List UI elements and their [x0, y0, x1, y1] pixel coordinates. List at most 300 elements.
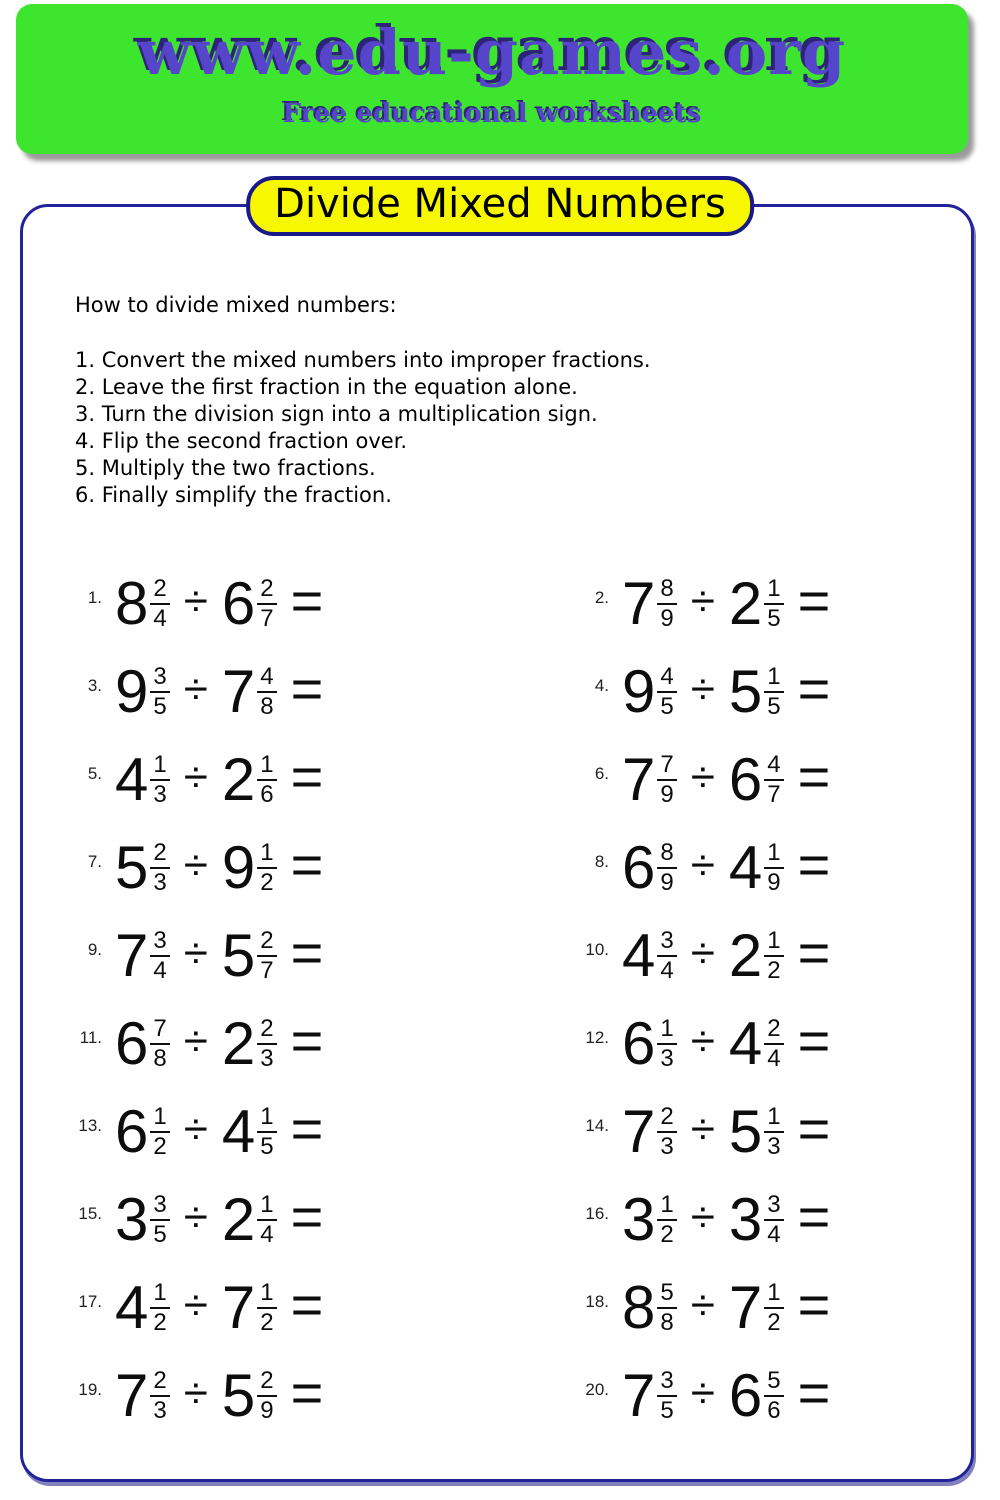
first-fraction-numerator: 2 — [150, 841, 169, 869]
first-fraction-numerator: 1 — [150, 1281, 169, 1309]
problem-number: 16. — [585, 1204, 609, 1223]
division-sign: ÷ — [690, 841, 715, 890]
first-whole-number: 7 — [622, 1098, 656, 1165]
problem-expression — [115, 657, 324, 725]
second-whole-number: 7 — [221, 658, 256, 725]
first-whole-number: 8 — [622, 1274, 656, 1341]
problem-row — [68, 1000, 508, 1088]
first-fraction-denominator: 4 — [153, 957, 167, 984]
division-sign: ÷ — [183, 1193, 208, 1242]
first-fraction-numerator: 3 — [150, 665, 169, 693]
second-whole-number: 3 — [728, 1186, 763, 1253]
first-whole-number: 4 — [622, 922, 656, 989]
second-fraction-numerator: 4 — [257, 665, 276, 693]
second-mixed-number — [728, 1274, 784, 1341]
second-whole-number: 7 — [221, 1274, 256, 1341]
equals-sign: = — [290, 1361, 324, 1424]
equals-sign: = — [797, 1185, 831, 1248]
problem-expression — [115, 1185, 324, 1253]
first-fraction-numerator: 7 — [657, 753, 676, 781]
problem-row — [575, 824, 1000, 912]
first-mixed-number — [115, 1362, 170, 1429]
second-whole-number: 6 — [728, 1362, 763, 1429]
first-fraction-denominator: 4 — [660, 957, 674, 984]
second-whole-number: 9 — [221, 834, 256, 901]
second-whole-number: 7 — [728, 1274, 763, 1341]
problem-row — [575, 1176, 1000, 1264]
second-fraction — [764, 577, 783, 631]
problem-row — [68, 1352, 508, 1440]
first-fraction-denominator: 2 — [660, 1221, 674, 1248]
second-whole-number: 2 — [728, 922, 763, 989]
problem-expression — [115, 1361, 324, 1429]
second-mixed-number — [728, 834, 784, 901]
first-mixed-number — [622, 834, 677, 901]
equals-sign: = — [290, 833, 324, 896]
second-fraction — [257, 929, 276, 983]
second-fraction-numerator: 4 — [764, 753, 783, 781]
division-sign: ÷ — [183, 577, 208, 626]
first-whole-number: 4 — [115, 746, 149, 813]
equals-sign: = — [797, 1097, 831, 1160]
first-fraction-denominator: 2 — [153, 1309, 167, 1336]
second-whole-number: 2 — [221, 1186, 256, 1253]
problems-column-right — [575, 560, 1000, 1440]
problem-number: 8. — [594, 852, 609, 871]
problems-column-left — [68, 560, 508, 1440]
first-fraction-numerator: 3 — [150, 1193, 169, 1221]
second-mixed-number — [221, 1098, 277, 1165]
first-fraction-numerator: 2 — [150, 1369, 169, 1397]
second-mixed-number — [728, 746, 784, 813]
first-fraction-denominator: 9 — [660, 869, 674, 896]
second-fraction — [764, 665, 783, 719]
problem-row — [575, 1088, 1000, 1176]
problem-expression — [622, 1185, 831, 1253]
second-fraction — [764, 1105, 783, 1159]
second-fraction — [257, 1105, 276, 1159]
first-fraction-numerator: 7 — [150, 1017, 169, 1045]
first-fraction-denominator: 5 — [153, 693, 167, 720]
first-fraction-denominator: 2 — [153, 1133, 167, 1160]
problem-row — [575, 648, 1000, 736]
first-mixed-number — [115, 658, 170, 725]
division-sign: ÷ — [183, 929, 208, 978]
division-sign: ÷ — [690, 1017, 715, 1066]
second-fraction-denominator: 3 — [260, 1045, 274, 1072]
second-mixed-number — [728, 1362, 784, 1429]
division-sign: ÷ — [183, 1017, 208, 1066]
first-fraction — [150, 1017, 169, 1071]
first-mixed-number — [622, 1186, 677, 1253]
first-fraction-denominator: 5 — [153, 1221, 167, 1248]
second-whole-number: 2 — [221, 1010, 256, 1077]
first-fraction — [150, 577, 169, 631]
first-fraction — [150, 1105, 169, 1159]
first-mixed-number — [115, 834, 170, 901]
second-fraction-denominator: 7 — [767, 781, 781, 808]
second-mixed-number — [728, 570, 784, 637]
problem-expression — [115, 1097, 324, 1165]
second-fraction-numerator: 3 — [764, 1193, 783, 1221]
problem-number: 13. — [78, 1116, 102, 1135]
first-whole-number: 9 — [622, 658, 656, 725]
problem-row — [575, 1352, 1000, 1440]
division-sign: ÷ — [690, 577, 715, 626]
equals-sign: = — [797, 1009, 831, 1072]
first-whole-number: 6 — [115, 1010, 149, 1077]
first-fraction-numerator: 5 — [657, 1281, 676, 1309]
problem-number: 3. — [87, 676, 102, 695]
first-mixed-number — [622, 1362, 677, 1429]
problem-row — [68, 824, 508, 912]
second-fraction — [257, 577, 276, 631]
first-whole-number: 7 — [622, 746, 656, 813]
first-mixed-number — [622, 658, 677, 725]
first-mixed-number — [622, 1274, 677, 1341]
problem-expression — [115, 569, 324, 637]
problem-row — [68, 1176, 508, 1264]
second-mixed-number — [221, 746, 277, 813]
first-fraction — [657, 1281, 676, 1335]
second-fraction-denominator: 7 — [260, 957, 274, 984]
problem-number: 17. — [78, 1292, 102, 1311]
first-fraction-numerator: 3 — [657, 1369, 676, 1397]
second-fraction — [257, 665, 276, 719]
first-whole-number: 3 — [115, 1186, 149, 1253]
first-whole-number: 6 — [622, 834, 656, 901]
first-fraction — [657, 1369, 676, 1423]
problem-row — [68, 648, 508, 736]
second-fraction — [764, 1369, 783, 1423]
problem-row — [68, 1088, 508, 1176]
second-fraction-numerator: 1 — [257, 1105, 276, 1133]
second-whole-number: 6 — [728, 746, 763, 813]
second-whole-number: 4 — [221, 1098, 256, 1165]
second-whole-number: 2 — [728, 570, 763, 637]
instruction-step: 2. Leave the first fraction in the equation alone. — [75, 375, 578, 399]
equals-sign: = — [797, 1361, 831, 1424]
problem-number: 14. — [585, 1116, 609, 1135]
first-fraction-denominator: 3 — [660, 1045, 674, 1072]
problem-expression — [115, 745, 324, 813]
first-mixed-number — [622, 570, 677, 637]
problem-number: 2. — [594, 588, 609, 607]
second-fraction — [257, 1369, 276, 1423]
first-whole-number: 5 — [115, 834, 149, 901]
first-mixed-number — [622, 922, 677, 989]
second-fraction — [764, 753, 783, 807]
first-whole-number: 9 — [115, 658, 149, 725]
second-fraction-denominator: 6 — [767, 1397, 781, 1424]
second-fraction-numerator: 1 — [257, 753, 276, 781]
problem-number: 20. — [585, 1380, 609, 1399]
first-whole-number: 4 — [115, 1274, 149, 1341]
second-fraction-numerator: 1 — [257, 1281, 276, 1309]
first-fraction — [150, 841, 169, 895]
problem-expression — [622, 657, 831, 725]
problem-number: 10. — [585, 940, 609, 959]
second-mixed-number — [221, 570, 277, 637]
first-fraction-denominator: 3 — [153, 1397, 167, 1424]
second-whole-number: 2 — [221, 746, 256, 813]
second-fraction-numerator: 1 — [257, 841, 276, 869]
second-fraction — [764, 1281, 783, 1335]
second-mixed-number — [221, 834, 277, 901]
worksheet-title-badge: Divide Mixed Numbers — [246, 176, 754, 236]
instructions-block — [75, 292, 651, 509]
first-mixed-number — [115, 1098, 170, 1165]
first-whole-number: 3 — [622, 1186, 656, 1253]
problem-row — [575, 736, 1000, 824]
problem-number: 12. — [585, 1028, 609, 1047]
second-fraction-denominator: 2 — [260, 869, 274, 896]
equals-sign: = — [797, 657, 831, 720]
second-mixed-number — [728, 922, 784, 989]
problem-row — [68, 1264, 508, 1352]
problem-expression — [115, 833, 324, 901]
first-fraction-denominator: 3 — [153, 869, 167, 896]
first-fraction-numerator: 1 — [657, 1017, 676, 1045]
second-fraction-numerator: 2 — [257, 1017, 276, 1045]
division-sign: ÷ — [690, 1105, 715, 1154]
second-fraction — [257, 1193, 276, 1247]
second-fraction-numerator: 1 — [257, 1193, 276, 1221]
division-sign: ÷ — [183, 1105, 208, 1154]
second-fraction-numerator: 1 — [764, 577, 783, 605]
first-mixed-number — [115, 570, 170, 637]
equals-sign: = — [290, 657, 324, 720]
equals-sign: = — [290, 1097, 324, 1160]
equals-sign: = — [797, 1273, 831, 1336]
problem-row — [575, 912, 1000, 1000]
first-fraction — [657, 1193, 676, 1247]
division-sign: ÷ — [690, 753, 715, 802]
first-whole-number: 7 — [622, 570, 656, 637]
second-fraction-numerator: 1 — [764, 841, 783, 869]
second-fraction-denominator: 4 — [767, 1045, 781, 1072]
second-mixed-number — [221, 922, 277, 989]
second-fraction-numerator: 2 — [764, 1017, 783, 1045]
second-fraction — [764, 929, 783, 983]
problem-expression — [115, 1273, 324, 1341]
second-fraction-numerator: 5 — [764, 1369, 783, 1397]
problem-expression — [115, 1009, 324, 1077]
first-fraction — [657, 1105, 676, 1159]
equals-sign: = — [797, 569, 831, 632]
problem-expression — [622, 1361, 831, 1429]
second-fraction — [257, 841, 276, 895]
first-fraction — [150, 1281, 169, 1335]
first-fraction-numerator: 8 — [657, 577, 676, 605]
division-sign: ÷ — [690, 1369, 715, 1418]
problem-row — [575, 1264, 1000, 1352]
second-fraction-denominator: 5 — [260, 1133, 274, 1160]
second-fraction-denominator: 2 — [260, 1309, 274, 1336]
first-fraction-numerator: 4 — [657, 665, 676, 693]
equals-sign: = — [290, 745, 324, 808]
problem-number: 6. — [594, 764, 609, 783]
second-fraction — [764, 841, 783, 895]
instruction-step: 5. Multiply the two fractions. — [75, 456, 376, 480]
equals-sign: = — [290, 921, 324, 984]
second-whole-number: 4 — [728, 834, 763, 901]
problem-number: 15. — [78, 1204, 102, 1223]
first-fraction-numerator: 8 — [657, 841, 676, 869]
second-mixed-number — [728, 1010, 784, 1077]
problem-expression — [622, 1009, 831, 1077]
problem-row — [68, 912, 508, 1000]
second-mixed-number — [221, 1274, 277, 1341]
site-header — [16, 4, 968, 154]
instruction-step: 6. Finally simplify the fraction. — [75, 483, 392, 507]
second-fraction-numerator: 2 — [257, 577, 276, 605]
problem-row — [68, 560, 508, 648]
first-fraction — [657, 753, 676, 807]
second-fraction-denominator: 9 — [260, 1397, 274, 1424]
first-fraction-numerator: 3 — [150, 929, 169, 957]
first-fraction — [150, 929, 169, 983]
division-sign: ÷ — [183, 665, 208, 714]
first-fraction — [657, 665, 676, 719]
site-title: www.edu-games.org — [137, 16, 847, 89]
first-whole-number: 7 — [115, 922, 149, 989]
first-fraction-numerator: 1 — [657, 1193, 676, 1221]
second-whole-number: 5 — [221, 922, 256, 989]
second-fraction-numerator: 2 — [257, 1369, 276, 1397]
division-sign: ÷ — [183, 841, 208, 890]
equals-sign: = — [797, 921, 831, 984]
first-fraction — [150, 1193, 169, 1247]
first-mixed-number — [115, 1274, 170, 1341]
second-fraction — [257, 753, 276, 807]
problem-expression — [622, 745, 831, 813]
problem-number: 7. — [87, 852, 102, 871]
second-mixed-number — [221, 1362, 277, 1429]
first-mixed-number — [115, 1010, 170, 1077]
first-fraction — [657, 1017, 676, 1071]
first-mixed-number — [115, 746, 170, 813]
problem-expression — [622, 1097, 831, 1165]
second-whole-number: 5 — [728, 658, 763, 725]
equals-sign: = — [290, 569, 324, 632]
second-fraction-numerator: 1 — [764, 665, 783, 693]
problem-row — [575, 560, 1000, 648]
first-fraction-numerator: 1 — [150, 1105, 169, 1133]
first-fraction-denominator: 3 — [660, 1133, 674, 1160]
division-sign: ÷ — [690, 665, 715, 714]
first-fraction — [657, 929, 676, 983]
second-whole-number: 5 — [221, 1362, 256, 1429]
equals-sign: = — [290, 1273, 324, 1336]
second-fraction — [764, 1193, 783, 1247]
second-whole-number: 5 — [728, 1098, 763, 1165]
second-fraction-denominator: 3 — [767, 1133, 781, 1160]
instruction-step: 3. Turn the division sign into a multiplication sign. — [75, 402, 598, 426]
division-sign: ÷ — [183, 1281, 208, 1330]
first-fraction — [657, 577, 676, 631]
second-fraction-numerator: 1 — [764, 1105, 783, 1133]
problem-row — [68, 736, 508, 824]
instruction-step: 1. Convert the mixed numbers into improper fractions. — [75, 348, 651, 372]
second-mixed-number — [221, 1186, 277, 1253]
first-fraction — [150, 1369, 169, 1423]
second-fraction — [257, 1017, 276, 1071]
problem-expression — [622, 1273, 831, 1341]
first-mixed-number — [622, 1010, 677, 1077]
first-fraction-denominator: 8 — [660, 1309, 674, 1336]
equals-sign: = — [797, 833, 831, 896]
second-fraction-denominator: 9 — [767, 869, 781, 896]
problem-number: 4. — [594, 676, 609, 695]
second-fraction-denominator: 5 — [767, 605, 781, 632]
problem-expression — [622, 569, 831, 637]
second-fraction-numerator: 1 — [764, 929, 783, 957]
problem-expression — [622, 921, 831, 989]
first-fraction — [150, 665, 169, 719]
site-tagline: Free educational worksheets — [282, 99, 702, 129]
first-fraction-denominator: 8 — [153, 1045, 167, 1072]
problem-number: 11. — [79, 1028, 102, 1047]
division-sign: ÷ — [183, 753, 208, 802]
problem-expression — [622, 833, 831, 901]
second-mixed-number — [221, 1010, 277, 1077]
second-fraction-numerator: 1 — [764, 1281, 783, 1309]
first-fraction-numerator: 1 — [150, 753, 169, 781]
division-sign: ÷ — [690, 929, 715, 978]
second-fraction-denominator: 8 — [260, 693, 274, 720]
first-mixed-number — [115, 922, 170, 989]
second-fraction-denominator: 4 — [260, 1221, 274, 1248]
second-mixed-number — [728, 658, 784, 725]
division-sign: ÷ — [690, 1193, 715, 1242]
equals-sign: = — [797, 745, 831, 808]
second-whole-number: 6 — [221, 570, 256, 637]
second-fraction — [764, 1017, 783, 1071]
equals-sign: = — [290, 1009, 324, 1072]
second-fraction-denominator: 7 — [260, 605, 274, 632]
division-sign: ÷ — [183, 1369, 208, 1418]
second-fraction-denominator: 2 — [767, 1309, 781, 1336]
first-fraction-numerator: 2 — [657, 1105, 676, 1133]
first-fraction-denominator: 9 — [660, 781, 674, 808]
instruction-step: 4. Flip the second fraction over. — [75, 429, 408, 453]
first-fraction-numerator: 3 — [657, 929, 676, 957]
first-fraction-denominator: 3 — [153, 781, 167, 808]
first-whole-number: 6 — [622, 1010, 656, 1077]
first-mixed-number — [622, 1098, 677, 1165]
second-fraction-denominator: 6 — [260, 781, 274, 808]
problem-number: 19. — [78, 1380, 102, 1399]
first-whole-number: 7 — [115, 1362, 149, 1429]
second-mixed-number — [728, 1186, 784, 1253]
first-fraction — [150, 753, 169, 807]
division-sign: ÷ — [690, 1281, 715, 1330]
second-fraction-denominator: 5 — [767, 693, 781, 720]
equals-sign: = — [290, 1185, 324, 1248]
second-fraction-denominator: 2 — [767, 957, 781, 984]
second-fraction — [257, 1281, 276, 1335]
problem-number: 18. — [585, 1292, 609, 1311]
first-fraction-denominator: 4 — [153, 605, 167, 632]
first-fraction-denominator: 5 — [660, 1397, 674, 1424]
second-mixed-number — [728, 1098, 784, 1165]
first-whole-number: 6 — [115, 1098, 149, 1165]
second-whole-number: 4 — [728, 1010, 763, 1077]
first-whole-number: 7 — [622, 1362, 656, 1429]
problem-number: 1. — [87, 588, 102, 607]
problem-row — [575, 1000, 1000, 1088]
